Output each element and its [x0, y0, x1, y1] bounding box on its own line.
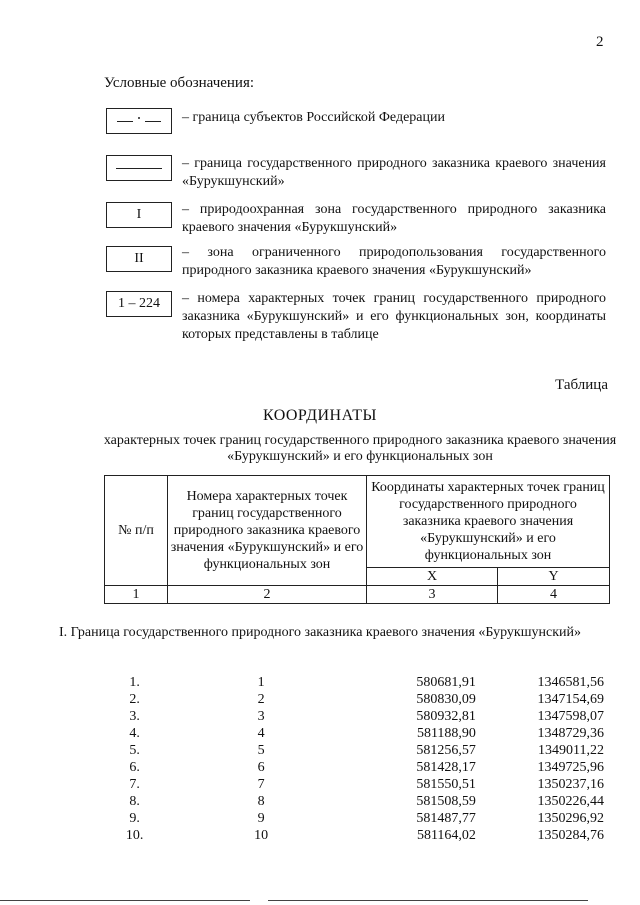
y-coordinate-cell: 1347598,07	[537, 709, 604, 724]
section-title: I. Граница государственного природного заказника краевого значения «Бурукшунский»	[59, 625, 581, 640]
y-coordinate-cell: 1350226,44	[537, 794, 604, 809]
table-row	[104, 674, 610, 691]
legend-box-label: 1 – 224	[118, 296, 160, 311]
row-number-cell: 5.	[129, 743, 140, 758]
table-row	[104, 827, 610, 844]
legend-text-zone-1: – природоохранная зона государственного природного заказника краевого значения «Бурукшунский»	[182, 202, 606, 235]
x-coordinate-cell: 580830,09	[416, 692, 476, 707]
legend-text-point-numbers: – номера характерных точек границ государственного природного заказника «Бурукшунский» и его функциональных зон, координаты которых представлены в таблице	[182, 291, 606, 342]
point-number-cell: 8	[257, 794, 265, 809]
legend-symbol-zone-1	[106, 202, 172, 228]
solid-line-icon	[116, 168, 162, 169]
x-coordinate-cell: 581487,77	[416, 811, 476, 826]
document-heading: КООРДИНАТЫ	[263, 407, 377, 424]
page-number: 2	[596, 34, 604, 50]
index-cell: 2	[168, 586, 367, 604]
point-number-cell: 7	[257, 777, 265, 792]
dash-dot-line-icon	[117, 121, 161, 122]
row-number-cell: 3.	[129, 709, 140, 724]
legend-text-zone-2: – зона ограниченного природопользования государственного природного заказника краевого значения «Бурукшунский»	[182, 245, 606, 278]
table-row	[104, 793, 610, 810]
header-cell-points: Номера характерных точек границ государственного природного заказника краевого значения «Бурукшунский» и его функциональных зон	[168, 476, 367, 586]
table-row	[104, 759, 610, 776]
row-number-cell: 7.	[129, 777, 140, 792]
index-cell: 4	[498, 586, 610, 604]
row-number-cell: 9.	[129, 811, 140, 826]
footer-divider	[268, 900, 588, 901]
y-coordinate-cell: 1347154,69	[537, 692, 604, 707]
row-number-cell: 1.	[129, 675, 140, 690]
header-cell-coordinates: Координаты характерных точек границ государственного природного заказника краевого значения «Бурукшунский» и его функциональных зон	[367, 476, 610, 568]
header-cell-y: Y	[498, 568, 610, 586]
index-cell: 3	[367, 586, 498, 604]
legend-symbol-zone-2	[106, 246, 172, 272]
y-coordinate-cell: 1350237,16	[537, 777, 604, 792]
table-row	[104, 725, 610, 742]
footer-divider	[0, 900, 250, 901]
table-row	[104, 742, 610, 759]
y-coordinate-cell: 1350296,92	[537, 811, 604, 826]
header-cell-number: № п/п	[105, 476, 168, 586]
point-number-cell: 9	[257, 811, 265, 826]
y-coordinate-cell: 1348729,36	[537, 726, 604, 741]
coordinates-table-header	[104, 475, 610, 604]
table-label: Таблица	[555, 377, 608, 393]
x-coordinate-cell: 581428,17	[416, 760, 476, 775]
legend-symbol-federal-boundary	[106, 108, 172, 134]
row-number-cell: 6.	[129, 760, 140, 775]
point-number-cell: 1	[257, 675, 265, 690]
document-subheading: характерных точек границ государственного природного заказника краевого значения «Бурукшунский» и его функциональных зон	[103, 433, 617, 464]
point-number-cell: 4	[257, 726, 265, 741]
legend-symbol-reserve-boundary	[106, 155, 172, 181]
table-row	[104, 810, 610, 827]
x-coordinate-cell: 580932,81	[416, 709, 476, 724]
row-number-cell: 4.	[129, 726, 140, 741]
index-cell: 1	[105, 586, 168, 604]
coordinates-table-body	[104, 674, 610, 844]
legend-box-label: II	[134, 251, 144, 266]
legend-box-label: I	[136, 207, 142, 222]
table-row	[104, 691, 610, 708]
row-number-cell: 10.	[125, 828, 144, 843]
x-coordinate-cell: 581164,02	[416, 828, 476, 843]
row-number-cell: 8.	[129, 794, 140, 809]
y-coordinate-cell: 1349011,22	[538, 743, 604, 758]
x-coordinate-cell: 580681,91	[416, 675, 476, 690]
x-coordinate-cell: 581188,90	[416, 726, 476, 741]
legend-symbol-point-numbers	[106, 291, 172, 317]
table-row	[104, 708, 610, 725]
point-number-cell: 3	[257, 709, 265, 724]
x-coordinate-cell: 581550,51	[416, 777, 476, 792]
x-coordinate-cell: 581508,59	[416, 794, 476, 809]
point-number-cell: 2	[257, 692, 265, 707]
point-number-cell: 6	[257, 760, 265, 775]
table-row	[104, 776, 610, 793]
y-coordinate-cell: 1349725,96	[537, 760, 604, 775]
point-number-cell: 10	[254, 828, 269, 843]
x-coordinate-cell: 581256,57	[416, 743, 476, 758]
y-coordinate-cell: 1350284,76	[537, 828, 604, 843]
header-cell-x: X	[367, 568, 498, 586]
legend-text-federal-boundary: – граница субъектов Российской Федерации	[182, 110, 445, 125]
row-number-cell: 2.	[129, 692, 140, 707]
legend-title: Условные обозначения:	[104, 75, 255, 91]
y-coordinate-cell: 1346581,56	[537, 675, 604, 690]
point-number-cell: 5	[257, 743, 265, 758]
legend-text-reserve-boundary: – граница государственного природного заказника краевого значения «Бурукшунский»	[182, 156, 606, 189]
